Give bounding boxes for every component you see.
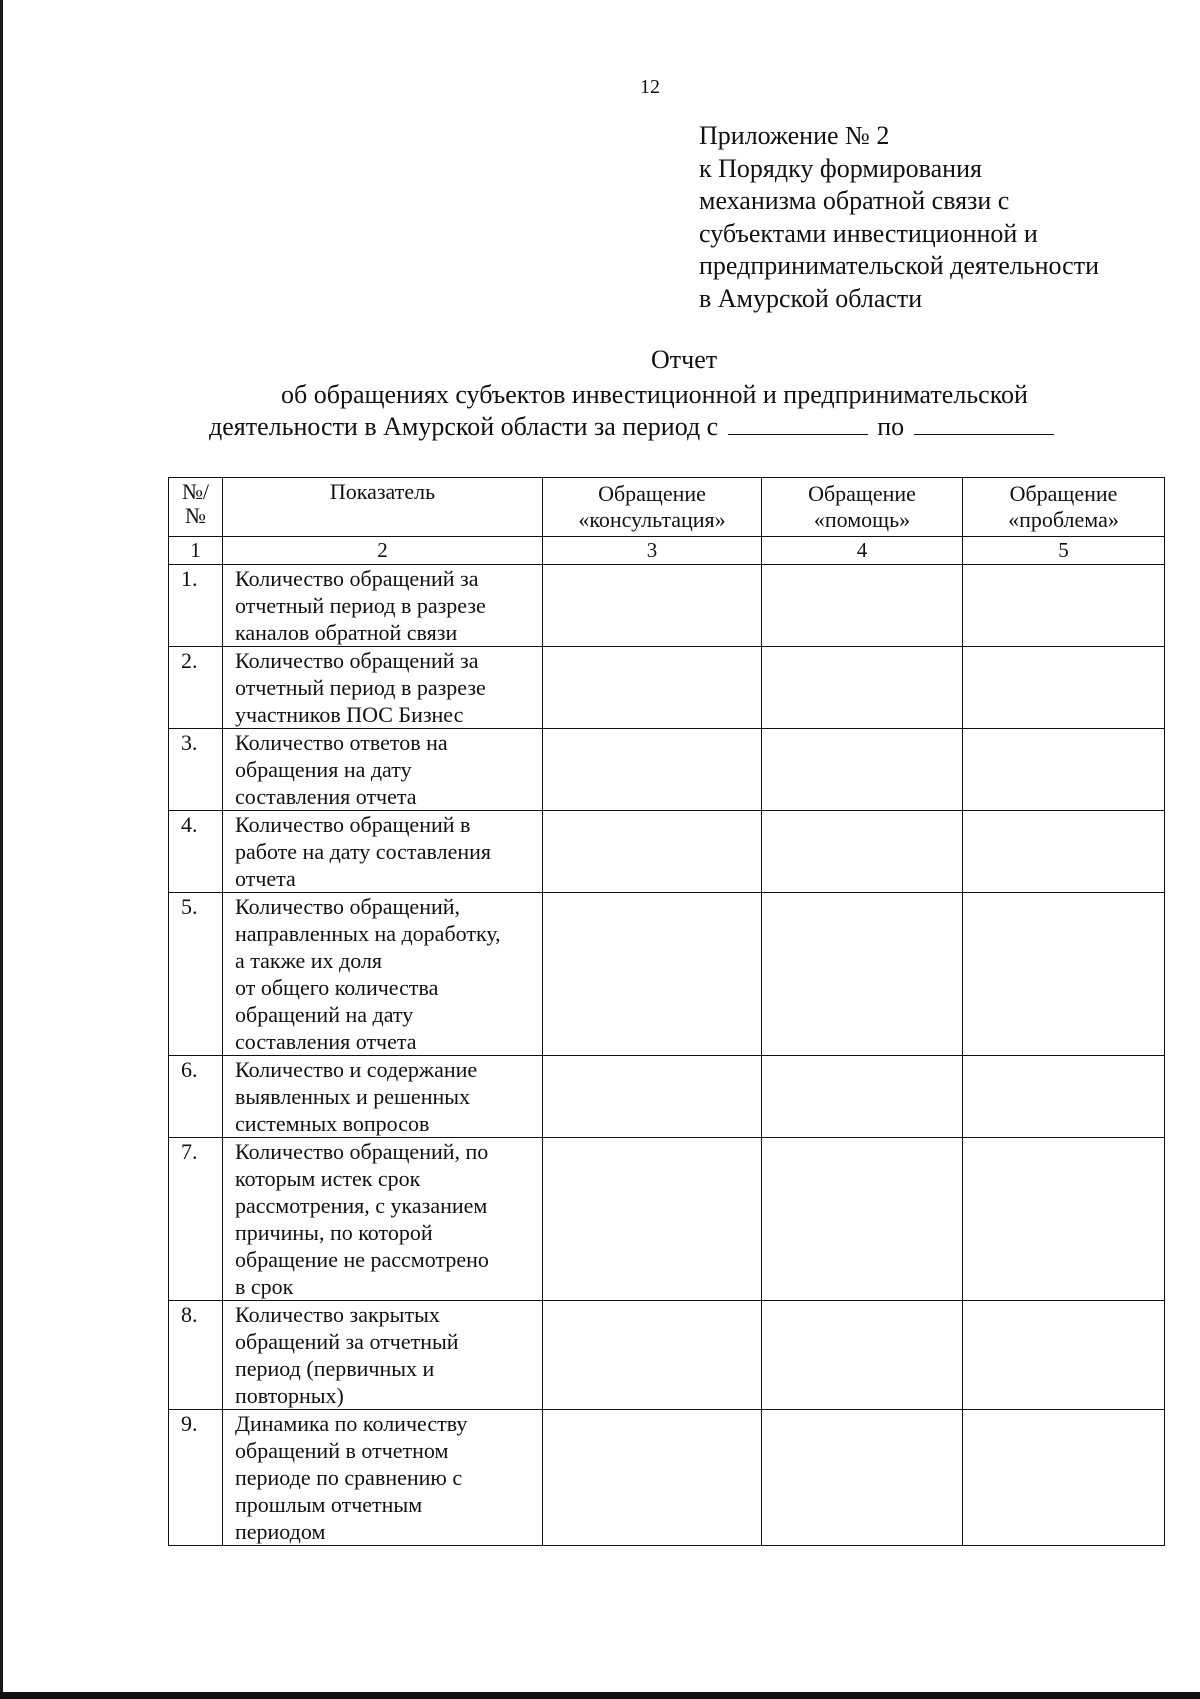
header-number-line: № (185, 503, 206, 528)
header-line: Обращение (598, 481, 706, 506)
value-cell-problem[interactable] (963, 729, 1165, 811)
appendix-block (699, 120, 1179, 315)
column-number: 2 (223, 537, 543, 565)
row-indicator (223, 893, 543, 1056)
value-cell-consultation[interactable] (543, 647, 762, 729)
table-header-row (169, 478, 1165, 537)
value-cell-help[interactable] (762, 647, 963, 729)
row-number: 9. (169, 1410, 223, 1546)
row-number: 1. (169, 565, 223, 647)
value-cell-help[interactable] (762, 1410, 963, 1546)
column-number-row (169, 537, 1165, 565)
row-number: 7. (169, 1138, 223, 1301)
row-number: 8. (169, 1301, 223, 1410)
indicator-line: участников ПОС Бизнес (235, 702, 464, 727)
value-cell-consultation[interactable] (543, 1410, 762, 1546)
value-cell-problem[interactable] (963, 565, 1165, 647)
indicator-line: периоде по сравнению с (235, 1465, 463, 1490)
indicator-line: обращение не рассмотрено (235, 1247, 489, 1272)
indicator-line: которым истек срок (235, 1166, 421, 1191)
appendix-line: субъектами инвестиционной и (699, 218, 1038, 248)
value-cell-help[interactable] (762, 1138, 963, 1301)
value-cell-problem[interactable] (963, 893, 1165, 1056)
table-row (169, 1056, 1165, 1138)
value-cell-problem[interactable] (963, 1301, 1165, 1410)
indicator-line: обращения на дату (235, 757, 412, 782)
row-number: 4. (169, 811, 223, 893)
table-body (169, 565, 1165, 1546)
period-end-blank[interactable] (914, 412, 1054, 435)
appendix-line: в Амурской области (699, 283, 923, 313)
period-prefix: деятельности в Амурской области за период с (209, 412, 719, 441)
indicator-line: выявленных и решенных (235, 1084, 471, 1109)
indicator-line: системных вопросов (235, 1111, 430, 1136)
row-indicator (223, 811, 543, 893)
row-indicator (223, 647, 543, 729)
row-number: 2. (169, 647, 223, 729)
indicator-line: Количество обращений за (235, 566, 479, 591)
report-subtitle-line1: об обращениях субъектов инвестиционной и предпринимательской (281, 380, 1028, 409)
value-cell-help[interactable] (762, 1301, 963, 1410)
indicator-line: период (первичных и (235, 1356, 435, 1381)
value-cell-consultation[interactable] (543, 811, 762, 893)
column-number: 5 (963, 537, 1165, 565)
value-cell-problem[interactable] (963, 647, 1165, 729)
scan-left-edge (0, 0, 3, 1699)
appendix-line: к Порядку формирования (699, 153, 982, 183)
value-cell-help[interactable] (762, 1056, 963, 1138)
row-indicator (223, 1410, 543, 1546)
row-number: 3. (169, 729, 223, 811)
indicator-line: обращений в отчетном (235, 1438, 449, 1463)
value-cell-consultation[interactable] (543, 729, 762, 811)
indicator-line: Количество обращений в (235, 812, 471, 837)
indicator-line: а также их доля (235, 948, 383, 973)
column-number: 1 (169, 537, 223, 565)
report-table (168, 477, 1165, 1546)
indicator-line: Количество обращений, (235, 894, 461, 919)
value-cell-problem[interactable] (963, 811, 1165, 893)
value-cell-consultation[interactable] (543, 1301, 762, 1410)
indicator-line: составления отчета (235, 1029, 417, 1054)
value-cell-problem[interactable] (963, 1410, 1165, 1546)
value-cell-consultation[interactable] (543, 1138, 762, 1301)
indicator-line: рассмотрения, с указанием (235, 1193, 488, 1218)
report-subtitle-line2 (209, 412, 1054, 442)
header-number (169, 478, 223, 537)
table-row (169, 647, 1165, 729)
appendix-line: Приложение № 2 (699, 121, 890, 150)
scan-bottom-edge (0, 1692, 1200, 1699)
table-row (169, 893, 1165, 1056)
report-title: Отчет (651, 345, 718, 374)
appendix-line: предпринимательской деятельности (699, 251, 1099, 280)
header-problem (963, 478, 1165, 537)
table-row (169, 565, 1165, 647)
value-cell-consultation[interactable] (543, 1056, 762, 1138)
page-number: 12 (640, 76, 660, 98)
table-row (169, 729, 1165, 811)
indicator-line: Динамика по количеству (235, 1411, 468, 1436)
indicator-line: отчета (235, 866, 296, 891)
row-indicator (223, 1138, 543, 1301)
value-cell-problem[interactable] (963, 1138, 1165, 1301)
indicator-line: Количество ответов на (235, 730, 448, 755)
indicator-line: работе на дату составления (235, 839, 492, 864)
header-line: Обращение (808, 481, 916, 506)
table-row (169, 1410, 1165, 1546)
table-row (169, 811, 1165, 893)
row-number: 6. (169, 1056, 223, 1138)
indicator-line: Количество закрытых (235, 1302, 440, 1327)
value-cell-help[interactable] (762, 893, 963, 1056)
appendix-line: механизма обратной связи с (699, 186, 1010, 215)
row-indicator (223, 1301, 543, 1410)
indicator-line: периодом (235, 1519, 326, 1544)
row-indicator (223, 1056, 543, 1138)
indicator-line: обращений за отчетный (235, 1329, 459, 1354)
header-help (762, 478, 963, 537)
indicator-line: обращений на дату (235, 1002, 414, 1027)
indicator-line: Количество обращений, по (235, 1139, 489, 1164)
period-start-blank[interactable] (728, 412, 868, 435)
value-cell-help[interactable] (762, 565, 963, 647)
indicator-line: составления отчета (235, 784, 417, 809)
header-line: «помощь» (813, 507, 911, 532)
value-cell-consultation[interactable] (543, 893, 762, 1056)
header-line: Обращение (1009, 481, 1118, 506)
row-number: 5. (169, 893, 223, 1056)
value-cell-help[interactable] (762, 729, 963, 811)
table-row (169, 1138, 1165, 1301)
indicator-line: направленных на доработку, (235, 921, 501, 946)
row-indicator (223, 565, 543, 647)
indicator-line: отчетный период в разрезе (235, 593, 486, 618)
value-cell-problem[interactable] (963, 1056, 1165, 1138)
value-cell-help[interactable] (762, 811, 963, 893)
indicator-line: Количество обращений за (235, 648, 479, 673)
row-indicator (223, 729, 543, 811)
header-line: «консультация» (578, 507, 726, 532)
header-line: «проблема» (1008, 507, 1119, 532)
column-number: 3 (543, 537, 762, 565)
value-cell-consultation[interactable] (543, 565, 762, 647)
indicator-line: причины, по которой (235, 1220, 433, 1245)
header-consultation (543, 478, 762, 537)
indicator-line: Количество и содержание (235, 1057, 478, 1082)
indicator-line: повторных) (235, 1383, 344, 1408)
indicator-line: каналов обратной связи (235, 620, 458, 645)
indicator-line: отчетный период в разрезе (235, 675, 486, 700)
table-row (169, 1301, 1165, 1410)
indicator-line: прошлым отчетным (235, 1492, 423, 1517)
header-indicator: Показатель (223, 478, 543, 537)
column-number: 4 (762, 537, 963, 565)
indicator-line: в срок (235, 1274, 294, 1299)
header-number-line: №/ (181, 479, 210, 504)
period-to-label: по (877, 412, 905, 441)
indicator-line: от общего количества (235, 975, 439, 1000)
